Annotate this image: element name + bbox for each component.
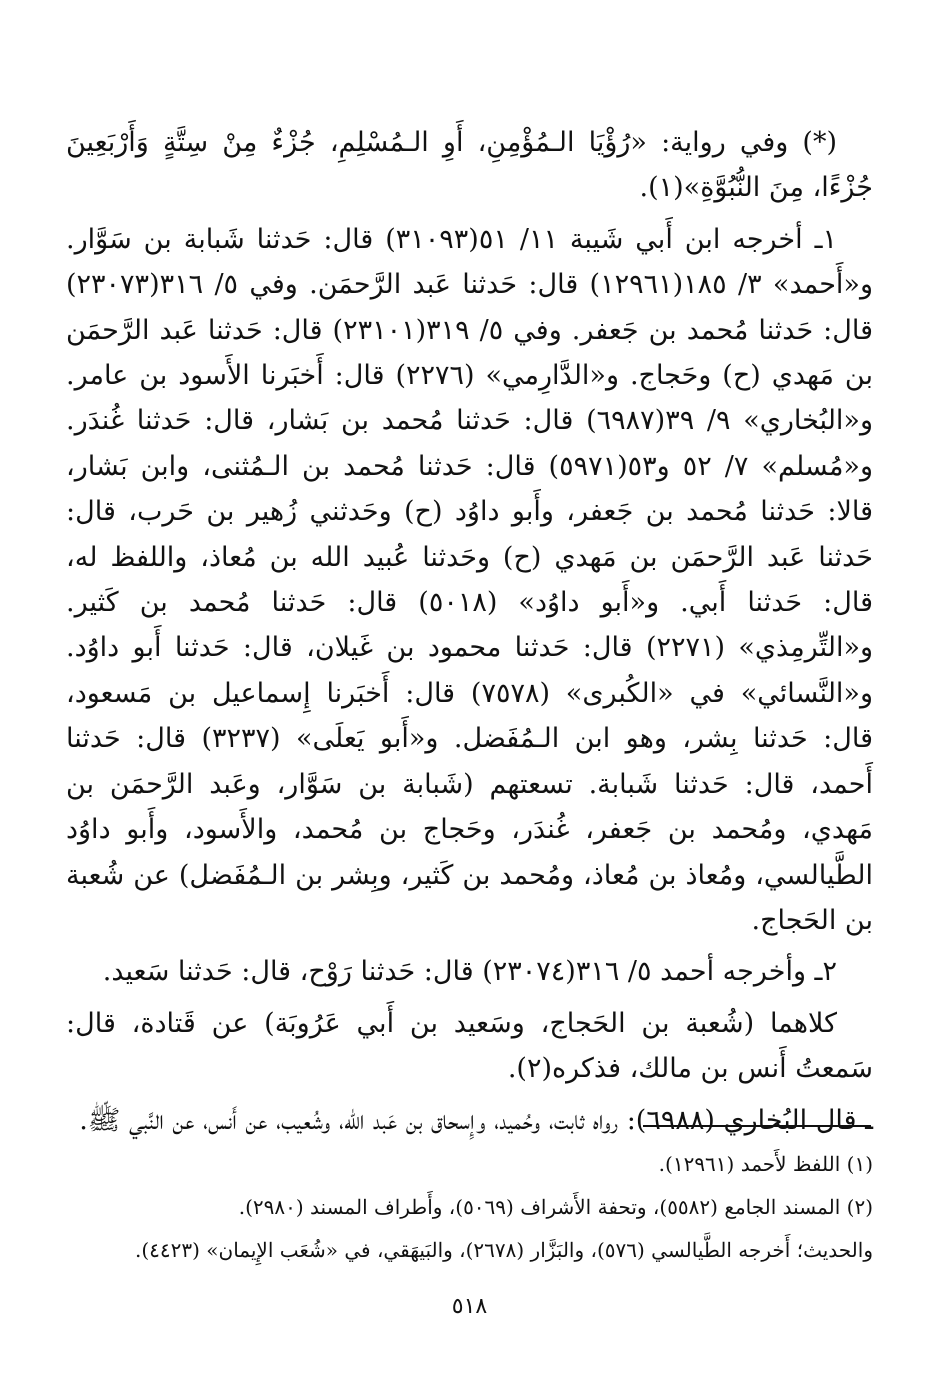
footnote-1: (١) اللفظ لأَحمد (١٢٩٦١). <box>658 1152 873 1176</box>
hadith-text: (*) وفي رواية: «رُؤْيَا الـمُؤْمِنِ، أَوِ الـمُسْلِمِ، جُزْءٌ مِنْ سِتَّةٍ وَأَرْبَعِينَ جُزْءًا، مِنَ النُّبُوَّةِ»(١). <box>66 127 873 204</box>
takhrij-paragraph-1: ١ـ أخرجه ابن أَبي شَيبة ١١/ ٥١(٣١٠٩٣) قال: حَدثنا شَبابة بن سَوَّار. و«أَحمد» ٣/ ١٨٥(١٢٩٦١) قال: حَدثنا عَبد الرَّحمَن. وفي ٥/ ٣١٦(٢٣٠٧٣) قال: حَدثنا مُحمد بن جَعفر. وفي ٥/ ٣١٩(٢٣١٠١) قال: حَدثنا عَبد الرَّحمَن بن مَهدي (ح) وحَجاج. و«الدَّارِمي» (٢٢٧٦) قال: أَخبَرنا الأَسود بن عامر. و«البُخاري» ٩/ ٣٩(٦٩٨٧) قال: حَدثنا مُحمد بن بَشار، قال: حَدثنا غُندَر. و«مُسلم» ٧/ ٥٢ و٥٣(٥٩٧١) قال: حَدثنا مُحمد بن الـمُثنى، وابن بَشار، قالا: حَدثنا مُحمد بن جَعفر، وأَبو داوُد (ح) وحَدثني زُهير بن حَرب، قال: حَدثنا عَبد الرَّحمَن بن مَهدي (ح) وحَدثنا عُبيد الله بن مُعاذ، واللفظ له، قال: حَدثنا أَبي. و«أَبو داوُد» (٥٠١٨) قال: حَدثنا مُحمد بن كَثير. و«التِّرمِذي» (٢٢٧١) قال: حَدثنا محمود بن غَيلان، قال: حَدثنا أَبو داوُد. و«النَّسائي» في «الكُبرى» (٧٥٧٨) قال: أَخبَرنا إِسماعيل بن مَسعود، قال: حَدثنا بِشر، وهو ابن الـمُفَضل. و«أَبو يَعلَى» (٣٢٣٧) قال: حَدثنا أَحمد، قال: حَدثنا شَبابة. تسعتهم (شَبابة بن سَوَّار، وعَبد الرَّحمَن بن مَهدي، ومُحمد بن جَعفر، غُندَر، وحَجاج بن مُحمد، والأَسود، وأَبو داوُد الطَّيالسي، ومُعاذ بن مُعاذ، ومُحمد بن كَثير، وبِشر بن الـمُفَضل) عن شُعبة بن الحَجاج. <box>66 223 874 936</box>
bukhari-note-paragraph: ـ قال البُخاري (٦٩٨٨): رواه ثابت، وحُميد، وإِسحاق بن عَبد الله، وشُعيب، عن أَنس، عن النَّبي ﷺ. <box>79 1104 873 1136</box>
footnotes <box>66 1143 873 1272</box>
takhrij-paragraph-3: كلاهما (شُعبة بن الحَجاج، وسَعيد بن أَبي عَرُوبَة) عن قَتادة، قال: سَمعتُ أَنس بن مالك، فذكره(٢). <box>66 1007 873 1085</box>
footnote-2: (٢) المسند الجامع (٥٥٨٢)، وتحفة الأَشراف (٥٠٦٩)، وأَطراف المسند (٢٩٨٠). <box>238 1195 873 1219</box>
main-text <box>66 120 873 1149</box>
takhrij-paragraph-2: ٢ـ وأخرجه أحمد ٥/ ٣١٦(٢٣٠٧٤) قال: حَدثنا رَوْح، قال: حَدثنا سَعيد. <box>102 956 837 988</box>
footnote-divider <box>643 1125 871 1127</box>
page-number: ٥١٨ <box>451 1294 488 1319</box>
footnote-3: والحديث؛ أَخرجه الطَّيالسي (٥٧٦)، والبَزَّار (٢٦٧٨)، والبَيهَقي، في «شُعَب الإِيمان» (٤٤٢٣). <box>134 1238 873 1262</box>
